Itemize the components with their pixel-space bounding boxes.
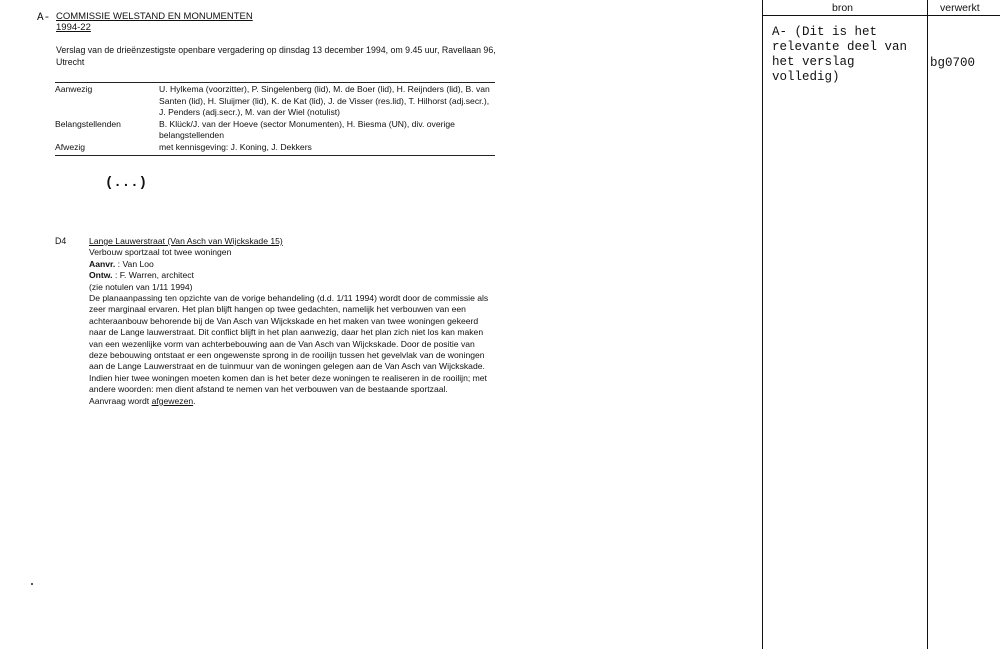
attendance-row [55,84,495,119]
document-prefix: A- [37,12,51,24]
agenda-item [89,236,494,407]
attendance-table [55,82,495,156]
item-applicant [89,259,494,270]
omission-marker: (...) [105,175,148,191]
applicant-label: Aanvr. [89,258,116,269]
decision-prefix: Aanvraag wordt [89,395,152,406]
margin-header-rule [762,15,1000,16]
attendance-row [55,119,495,142]
agenda-item-code: D4 [55,236,67,246]
item-body: De planaanpassing ten opzichte van de vorige behandeling (d.d. 1/11 1994) wordt door de commissie als zeer marginaal ervaren. Het plan blijft hangen op twee gedachten, namelijk het verbouwen van een achteraanbouw behorende bij de Van Asch van Wijckskade en het maken van twee woningen gekeerd naar de Lange lauwerstraat. Dit conflict blijft in het plan aanwezig, daar het plan zich niet los kan maken van een wezenlijke vorm van achterbebouwing aan de Van Asch van Wijckskade. Door de positie van deze bebouwing ontstaat er een ongewenste sprong in de rooilijn tussen het gevelvlak van de woningen aan de Lange Lauwerstraat en de tuinmuur van de woningen gelegen aan de Van Asch van Wijckskade. Indien hier twee woningen moeten komen dan is het beter deze woningen te realiseren in de rooilijn; met andere woorden: men dient afstand te nemen van het verbouwen van de bestaande sportzaal. [89,293,489,395]
column-header-bron: bron [832,2,854,14]
margin-divider-left [762,0,763,649]
item-address: Lange Lauwerstraat (Van Asch van Wijckskade 15) [89,236,283,246]
attendance-label: Afwezig [55,141,86,152]
title-line-2: 1994-22 [56,22,91,33]
attendance-value: met kennisgeving: J. Koning, J. Dekkers [159,141,312,152]
attendance-row [55,142,495,154]
item-reference-note: (zie notulen van 1/11 1994) [89,281,193,292]
title-line-1: COMMISSIE WELSTAND EN MONUMENTEN [56,11,253,22]
applicant-value: : Van Loo [117,258,154,269]
item-designer [89,270,494,281]
attendance-label: Aanwezig [55,84,93,94]
margin-reference: bg0700 [930,56,976,70]
decision-word: afgewezen [151,395,194,406]
margin-note: A- (Dit is het relevante deel van het verslag volledig) [772,25,908,84]
attendance-value: B. Klück/J. van der Hoeve (sector Monumenten), H. Biesma (UN), div. overige belangstellenden [159,118,455,140]
document-title [56,11,253,33]
item-subject: Verbouw sportzaal tot twee woningen [89,247,232,258]
attendance-value: U. Hylkema (voorzitter), P. Singelenberg (lid), M. de Boer (lid), H. Reijnders (lid), B. van Santen (lid), H. Sluijmer (lid), K. de Kat (lid), J. de Visser (res.lid), T. Hilhorst (adj.secr.), J. Penders (adj.secr.), M. van der Wiel (notulist) [159,84,490,117]
item-decision [89,396,494,407]
margin-divider-middle [927,0,928,649]
stray-mark [31,583,33,585]
designer-value: : F. Warren, architect [114,270,194,281]
meeting-intro: Verslag van de drieënzestigste openbare vergadering op dinsdag 13 december 1994, om 9.45 uur, Ravellaan 96, Utrecht [56,45,496,67]
column-header-verwerkt: verwerkt [940,2,980,14]
designer-label: Ontw. [89,270,113,281]
attendance-label: Belangstellenden [55,118,121,129]
decision-suffix: . [193,395,196,406]
